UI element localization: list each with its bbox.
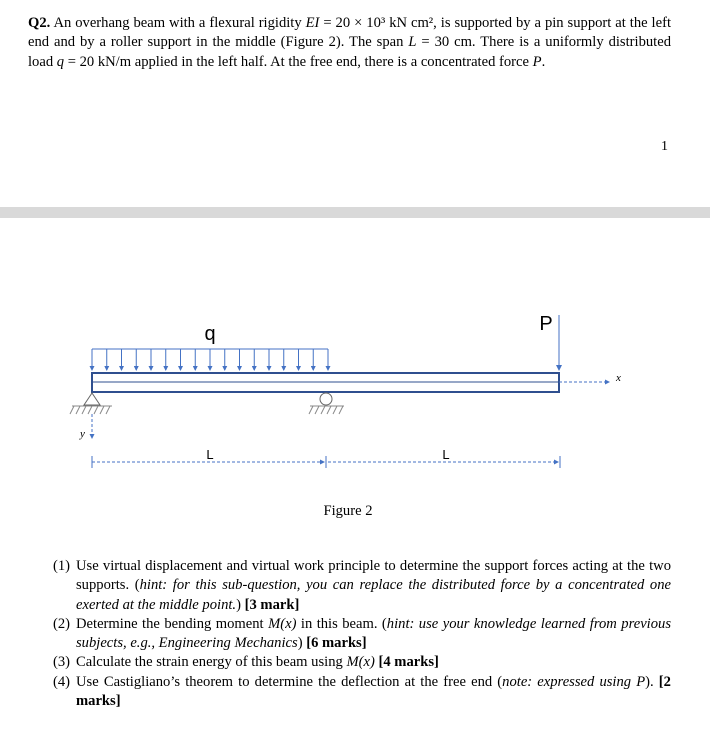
sub-question-number: (2)	[53, 615, 71, 632]
force-label: P	[539, 313, 553, 335]
p-symbol: P	[532, 53, 542, 70]
figure-caption: Figure 2	[323, 503, 373, 519]
sub-question-text: Use Castigliano’s theorem to determine the deflection at the free end (	[76, 673, 503, 690]
sub-question-hint: hint: use your knowledge learned from previous subjects, e.g., Engineering Mechanics	[76, 615, 672, 652]
question-label: Q2.	[28, 15, 51, 31]
question-text-1: An overhang beam with a flexural rigidity	[50, 15, 306, 31]
sub-question-text: in this beam. (	[296, 615, 387, 632]
sub-question-hint: note: expressed using P	[502, 673, 646, 690]
sub-question-text: ).	[645, 673, 659, 690]
q-symbol: q	[56, 53, 65, 70]
question-text-3: = 30 cm. There is a uniformly distributed load	[28, 34, 671, 70]
sub-question-list	[53, 557, 671, 711]
sub-question-number: (4)	[53, 673, 71, 690]
sub-question-3	[53, 653, 671, 672]
ei-symbol: EI	[305, 15, 320, 31]
sub-question-text: )	[297, 635, 307, 652]
x-axis-label: x	[616, 372, 621, 384]
question-text-4: = 20 kN/m applied in the left half. At the free end, there is a concentrated force	[64, 53, 533, 70]
sub-question-text: Determine the bending moment	[76, 615, 269, 632]
y-axis-label: y	[80, 428, 85, 440]
sub-question-text: Use virtual displacement and virtual work principle to determine the support forces acting at the two supports. (	[76, 558, 671, 594]
sub-question-number: (1)	[53, 558, 71, 574]
sub-question-marks: [2 marks]	[76, 673, 671, 710]
pin-support	[70, 393, 112, 414]
sub-question-symbol: M(x)	[268, 615, 297, 632]
sub-question-1	[53, 557, 671, 615]
l-symbol: L	[408, 34, 417, 51]
beam	[92, 373, 559, 392]
sub-question-marks: [6 marks]	[306, 635, 367, 652]
sub-question-hint: hint: for this sub-question, you can replace the distributed force by a concentrated one exerted at the middle point.	[76, 577, 671, 613]
page-number: 1	[661, 139, 668, 154]
sub-question-marks: [3 mark]	[244, 596, 300, 613]
question-text-2: = 20 × 10³ kN cm², is supported by a pin support at the left end and by a roller support in the middle (Figure 2). The span	[28, 15, 671, 51]
dimension-lines	[92, 456, 560, 468]
roller-support	[309, 393, 344, 414]
sub-question-4	[53, 673, 671, 712]
span-label-right: L	[442, 447, 450, 462]
span-label-left: L	[206, 447, 214, 462]
question-text-5: .	[541, 53, 546, 70]
sub-question-text: )	[236, 596, 245, 613]
distributed-load	[92, 349, 328, 370]
sub-question-2	[53, 615, 671, 654]
sub-question-marks: [4 marks]	[378, 654, 439, 671]
load-label: q	[204, 323, 216, 345]
sub-question-text: Calculate the strain energy of this beam using	[76, 654, 347, 671]
sub-question-symbol: M(x)	[346, 654, 375, 671]
sub-question-number: (3)	[53, 654, 71, 671]
load-arrows	[92, 349, 328, 370]
